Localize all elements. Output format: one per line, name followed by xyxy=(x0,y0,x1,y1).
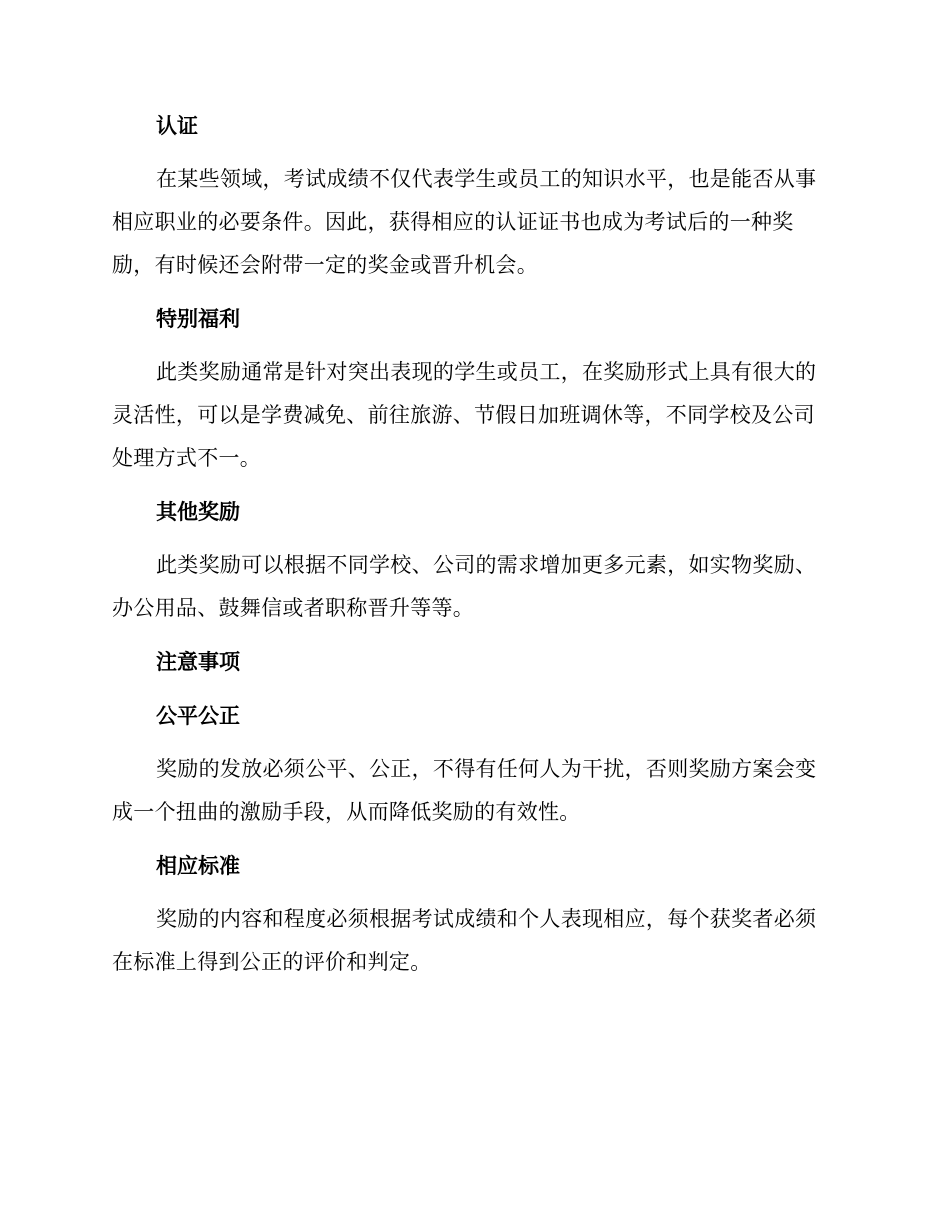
section-paragraph-special-benefits: 此类奖励通常是针对突出表现的学生或员工，在奖励形式上具有很大的灵活性，可以是学费减免、前往旅游、节假日加班调休等，不同学校及公司处理方式不一。 xyxy=(112,360,817,470)
notes-item-heading-fairness: 公平公正 xyxy=(156,704,240,728)
section-paragraph-other-rewards: 此类奖励可以根据不同学校、公司的需求增加更多元素，如实物奖励、办公用品、鼓舞信或者职称晋升等等。 xyxy=(112,553,817,620)
section-heading-other-rewards: 其他奖励 xyxy=(156,500,240,524)
document-page xyxy=(112,104,834,994)
notes-item-paragraph-standards: 奖励的内容和程度必须根据考试成绩和个人表现相应，每个获奖者必须在标准上得到公正的评价和判定。 xyxy=(112,907,817,974)
section-heading-certification: 认证 xyxy=(156,114,198,138)
section-heading-special-benefits: 特别福利 xyxy=(156,307,240,331)
notes-heading: 注意事项 xyxy=(156,650,240,674)
notes-item-heading-standards: 相应标准 xyxy=(156,854,240,878)
notes-item-paragraph-fairness: 奖励的发放必须公平、公正，不得有任何人为干扰，否则奖励方案会变成一个扭曲的激励手段，从而降低奖励的有效性。 xyxy=(112,757,817,824)
section-paragraph-certification: 在某些领域，考试成绩不仅代表学生或员工的知识水平，也是能否从事相应职业的必要条件。因此，获得相应的认证证书也成为考试后的一种奖励，有时候还会附带一定的奖金或晋升机会。 xyxy=(112,167,817,277)
